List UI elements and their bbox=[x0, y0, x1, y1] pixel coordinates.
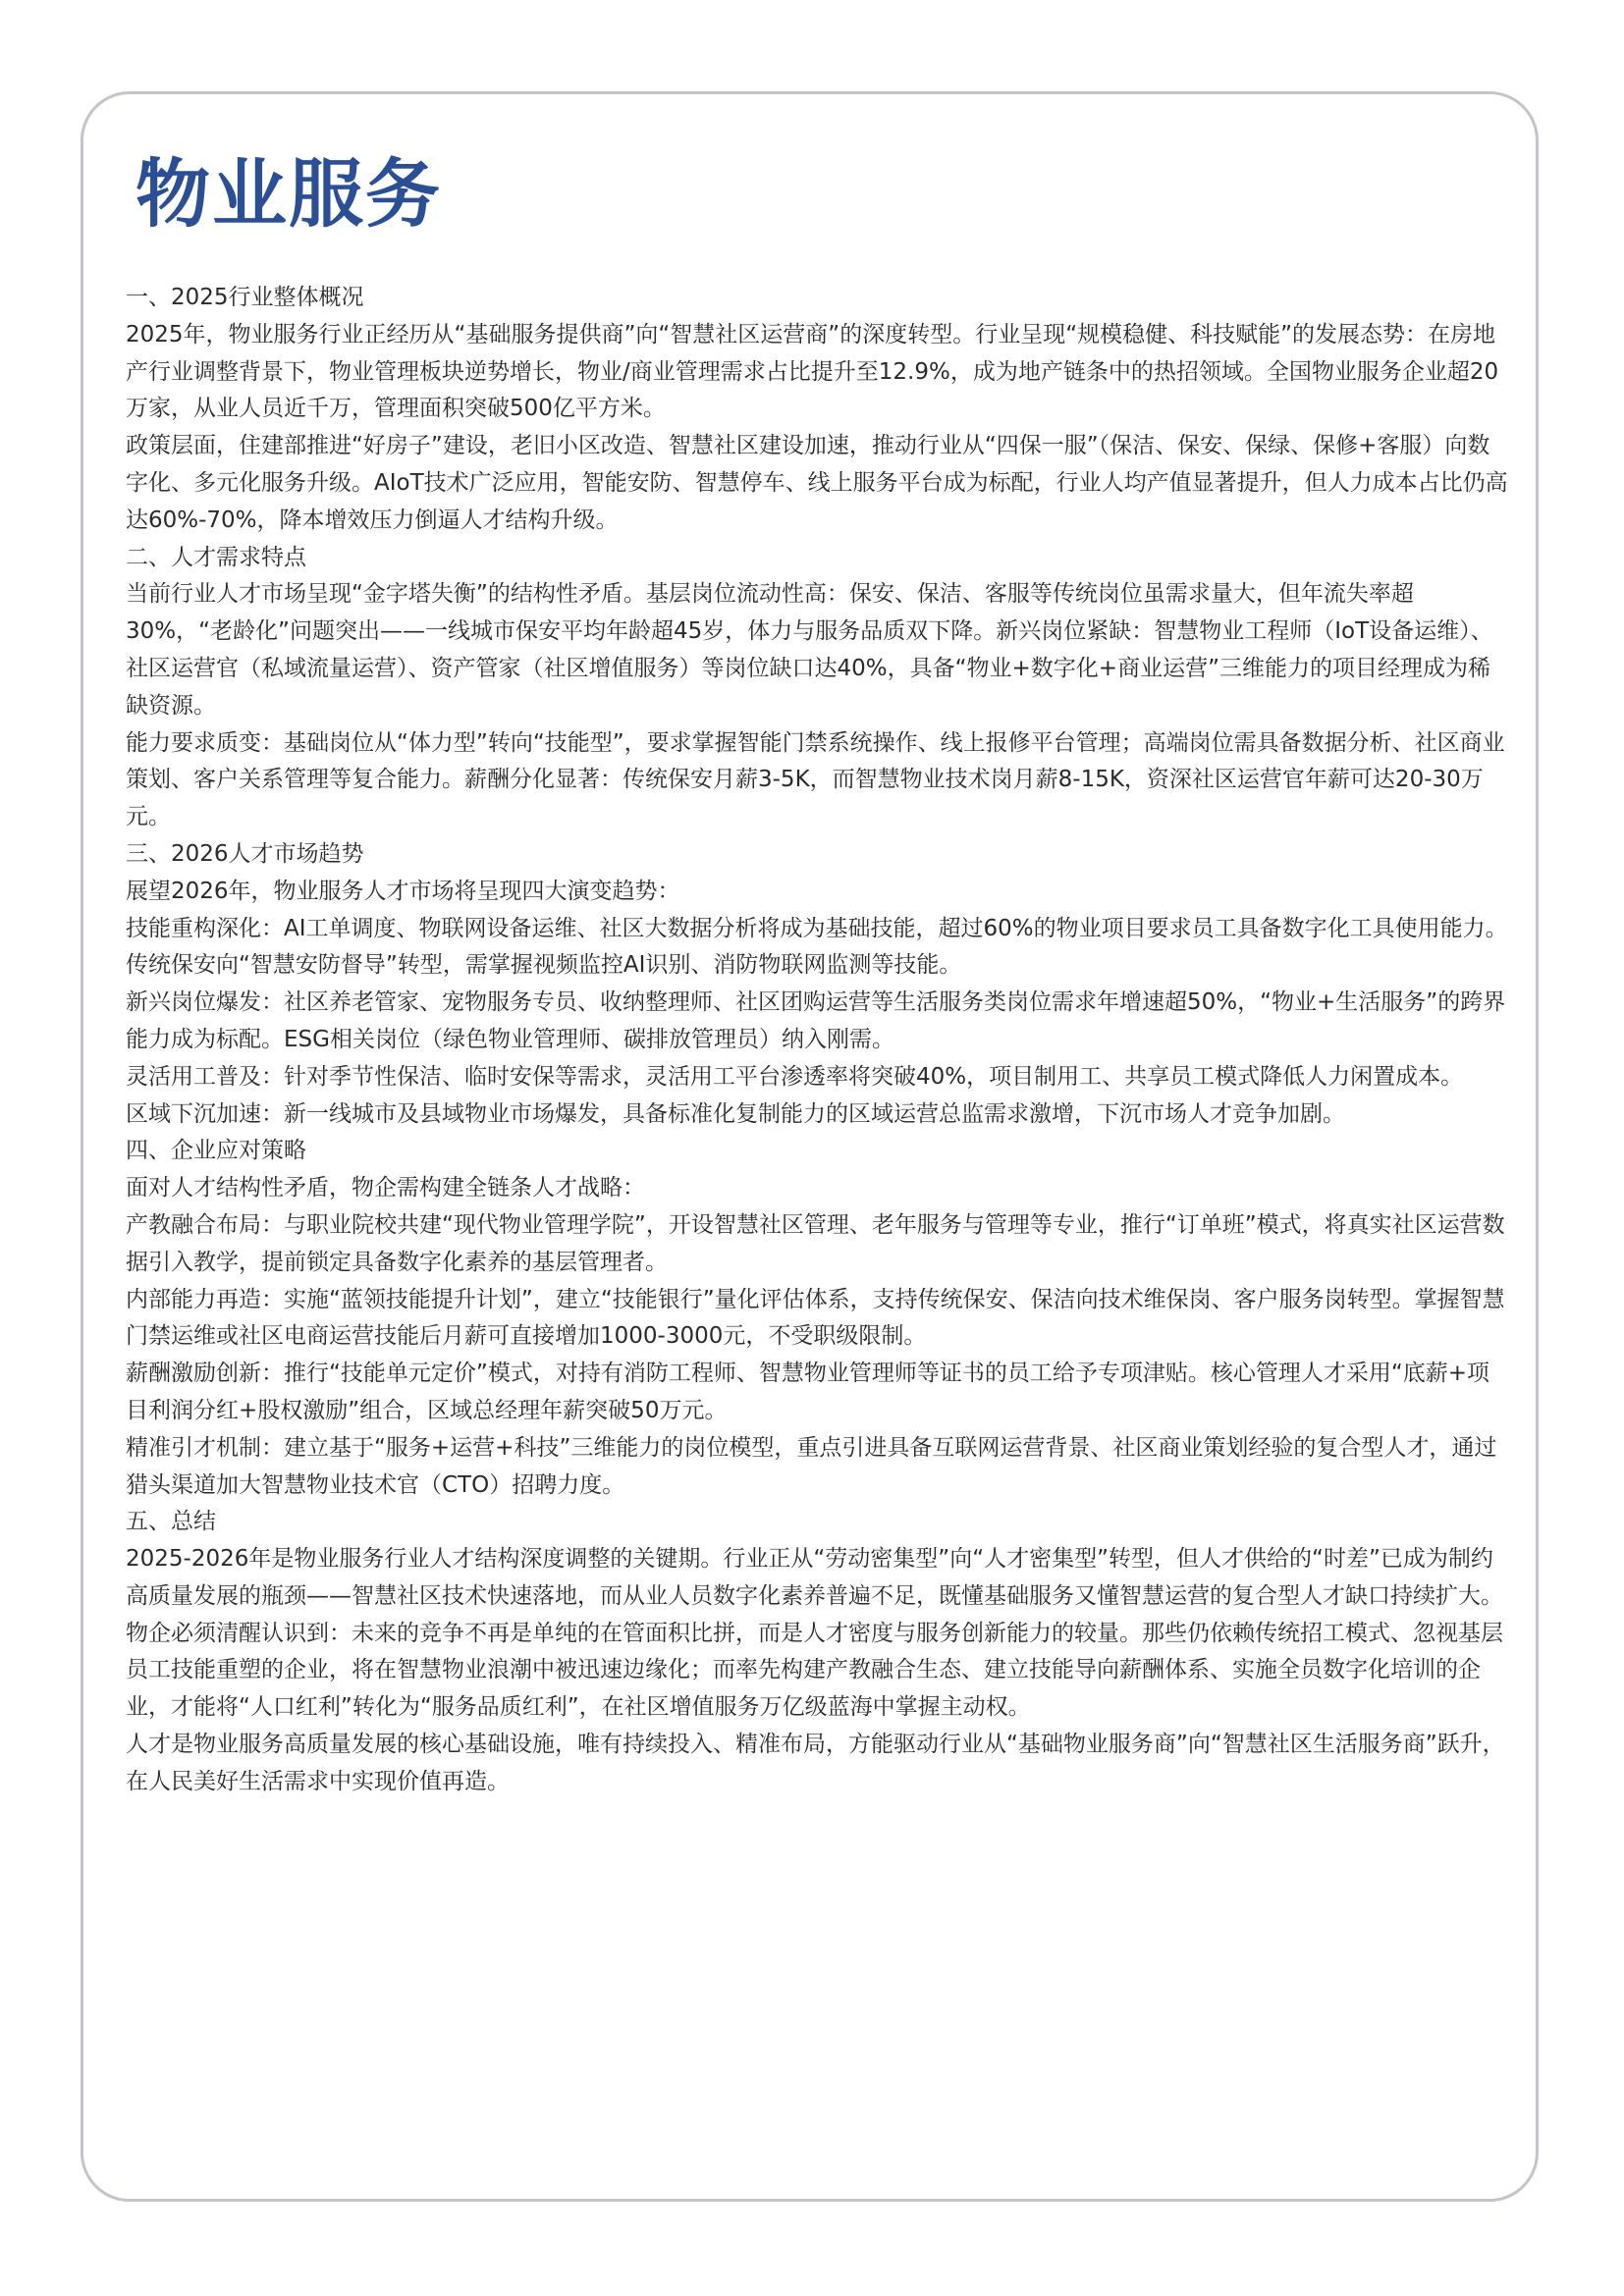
paragraph: 面对人才结构性矛盾，物企需构建全链条人才战略： bbox=[126, 1175, 645, 1201]
paragraph: 人才是物业服务高质量发展的核心基础设施，唯有持续投入、精准布局，方能驱动行业从“基础物业服务商”向“智慧社区生活服务商”跃升，在人民美好生活需求中实现价值再造。 bbox=[126, 1732, 1505, 1794]
paragraph: 物企必须清醒认识到：未来的竞争不再是单纯的在管面积比拼，而是人才密度与服务创新能力的较量。那些仍依赖传统招工模式、忽视基层员工技能重塑的企业，将在智慧物业浪潮中被迅速边缘化；而率先构建产教融合生态、建立技能导向薪酬体系、实施全员数字化培训的企业，才能将“人口红利”转化为“服务品质红利”，在社区增值服务万亿级蓝海中掌握主动权。 bbox=[126, 1620, 1503, 1721]
paragraph: 新兴岗位爆发：社区养老管家、宠物服务专员、收纳整理师、社区团购运营等生活服务类岗位需求年增速超50%，“物业+生活服务”的跨界能力成为标配。ESG相关岗位（绿色物业管理师、碳排放管理员）纳入刚需。 bbox=[126, 989, 1506, 1052]
paragraph: 产教融合布局：与职业院校共建“现代物业管理学院”，开设智慧社区管理、老年服务与管理等专业，推行“订单班”模式，将真实社区运营数据引入教学，提前锁定具备数字化素养的基层管理者。 bbox=[126, 1211, 1505, 1275]
paragraph: 当前行业人才市场呈现“金字塔失衡”的结构性矛盾。基层岗位流动性高：保安、保洁、客服等传统岗位虽需求量大，但年流失率超30%，“老龄化”问题突出——一线城市保安平均年龄超45岁，体力与服务品质双下降。新兴岗位紧缺：智慧物业工程师（IoT设备运维）、社区运营官（私域流量运营）、资产管家（社区增值服务）等岗位缺口达40%，具备“物业+数字化+商业运营”三维能力的项目经理成为稀缺资源。 bbox=[126, 581, 1493, 719]
paragraph: 内部能力再造：实施“蓝领技能提升计划”，建立“技能银行”量化评估体系，支持传统保安、保洁向技术维保岗、客户服务岗转型。掌握智慧门禁运维或社区电商运营技能后月薪可直接增加1000-3000元，不受职级限制。 bbox=[126, 1286, 1505, 1350]
paragraph: 2025年，物业服务行业正经历从“基础服务提供商”向“智慧社区运营商”的深度转型。行业呈现“规模稳健、科技赋能”的发展态势：在房地产行业调整背景下，物业管理板块逆势增长，物业/商业管理需求占比提升至12.9%，成为地产链条中的热招领域。全国物业服务企业超20万家，从业人员近千万，管理面积突破500亿平方米。 bbox=[126, 321, 1499, 422]
paragraph: 能力要求质变：基础岗位从“体力型”转向“技能型”，要求掌握智能门禁系统操作、线上报修平台管理；高端岗位需具备数据分析、社区商业策划、客户关系管理等复合能力。薪酬分化显著：传统保安月薪3-5K，而智慧物业技术岗月薪8-15K，资深社区运营官年薪可达20-30万元。 bbox=[126, 729, 1505, 830]
section-heading-overview: 一、2025行业整体概况 bbox=[126, 285, 364, 310]
paragraph: 灵活用工普及：针对季节性保洁、临时安保等需求，灵活用工平台渗透率将突破40%，项目制用工、共享员工模式降低人力闲置成本。 bbox=[126, 1063, 1464, 1090]
paragraph: 2025-2026年是物业服务行业人才结构深度调整的关键期。行业正从“劳动密集型”向“人才密集型”转型，但人才供给的“时差”已成为制约高质量发展的瓶颈——智慧社区技术快速落地，而从业人员数字化素养普遍不足，既懂基础服务又懂智慧运营的复合型人才缺口持续扩大。 bbox=[126, 1546, 1503, 1609]
article-body bbox=[126, 280, 1512, 1801]
paragraph: 政策层面，住建部推进“好房子”建设，老旧小区改造、智慧社区建设加速，推动行业从“四保一服”（保洁、保安、保绿、保修+客服）向数字化、多元化服务升级。AIoT技术广泛应用，智能安防、智慧停车、线上服务平台成为标配，行业人均产值显著提升，但人力成本占比仍高达60%-70%，降本增效压力倒逼人才结构升级。 bbox=[126, 433, 1508, 533]
section-heading-talent-demand: 二、人才需求特点 bbox=[126, 544, 306, 570]
paragraph: 展望2026年，物业服务人才市场将呈现四大演变趋势： bbox=[126, 878, 680, 904]
paragraph: 区域下沉加速：新一线城市及县域物业市场爆发，具备标准化复制能力的区域运营总监需求激增，下沉市场人才竞争加剧。 bbox=[126, 1100, 1345, 1127]
paragraph: 薪酬激励创新：推行“技能单元定价”模式，对持有消防工程师、智慧物业管理师等证书的员工给予专项津贴。核心管理人才采用“底薪+项目利润分红+股权激励”组合，区域总经理年薪突破50万元。 bbox=[126, 1361, 1490, 1423]
paragraph: 精准引才机制：建立基于“服务+运营+科技”三维能力的岗位模型，重点引进具备互联网运营背景、社区商业策划经验的复合型人才，通过猎头渠道加大智慧物业技术官（CTO）招聘力度。 bbox=[126, 1434, 1497, 1498]
paragraph: 技能重构深化：AI工单调度、物联网设备运维、社区大数据分析将成为基础技能，超过60%的物业项目要求员工具备数字化工具使用能力。传统保安向“智慧安防督导”转型，需掌握视频监控AI识别、消防物联网监测等技能。 bbox=[126, 915, 1508, 979]
section-heading-strategy: 四、企业应对策略 bbox=[126, 1138, 306, 1164]
section-heading-trends: 三、2026人才市场趋势 bbox=[126, 840, 364, 867]
page-title: 物业服务 bbox=[135, 150, 442, 238]
section-heading-summary: 五、总结 bbox=[126, 1509, 216, 1535]
